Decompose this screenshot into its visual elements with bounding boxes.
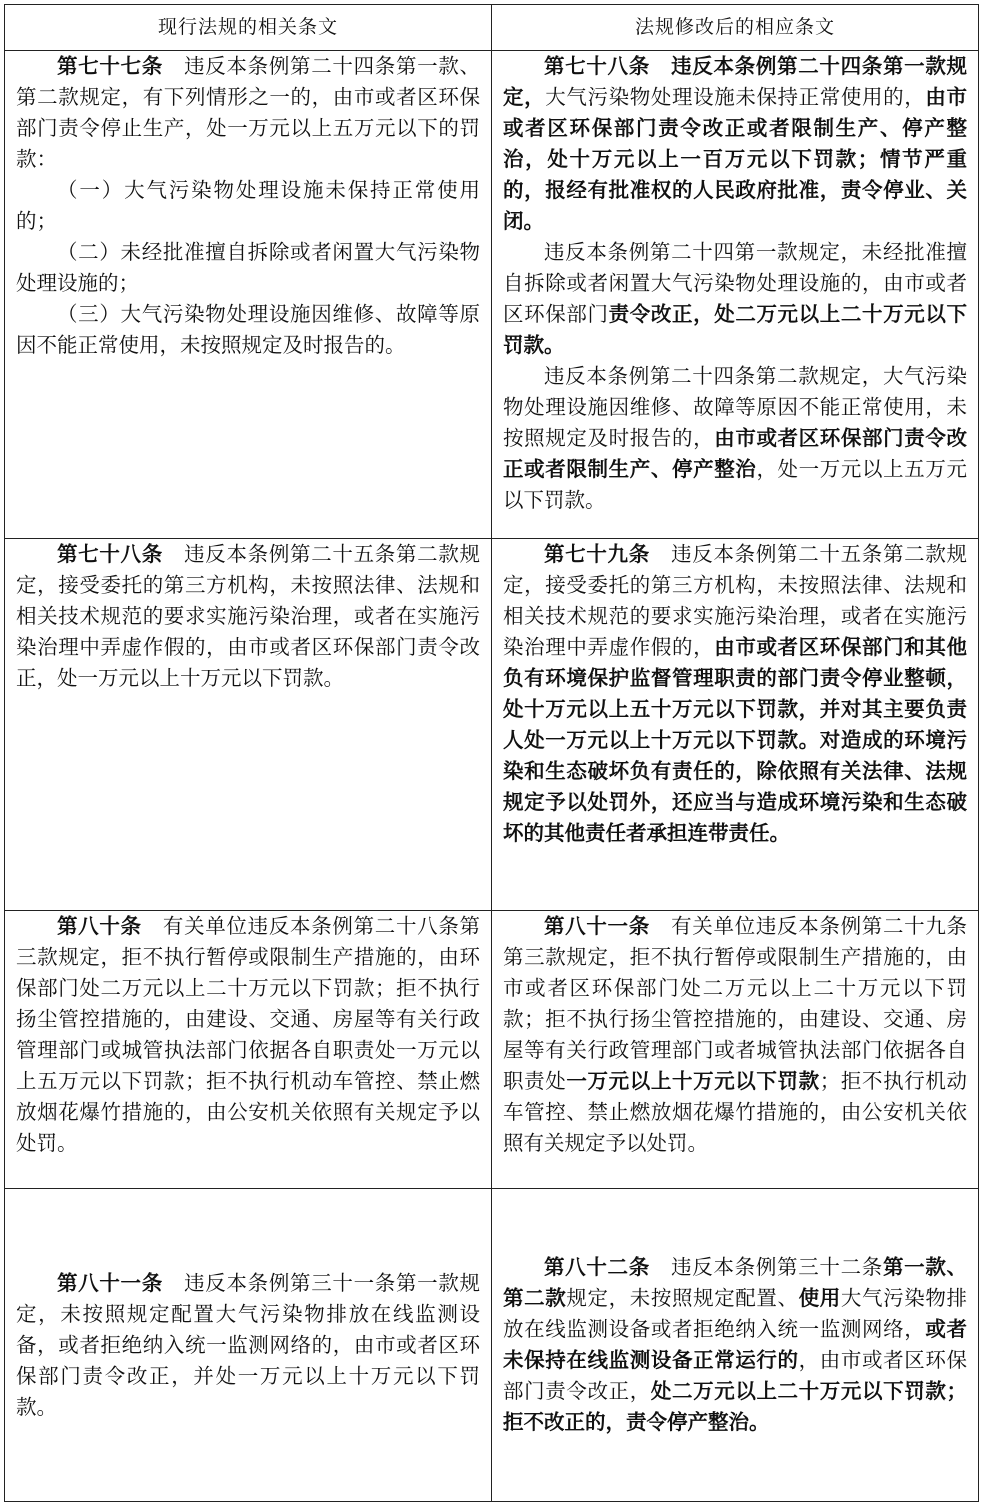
paragraph (503, 911, 967, 1159)
revised-article-79 (492, 539, 979, 911)
paragraph (16, 539, 480, 694)
paragraph (16, 911, 480, 1159)
text-run: 违反本条例第二十五条第二款规定，接受委托的第三方机构，未按照法律、法规和相关技术规范的要求实施污染治理，或者在实施污染治理中弄虚作假的，由市或者区环保部门责令改正，处一万元以上十万元以下罚款。 (16, 542, 480, 690)
text-run: 违反本条例第三十二条 (649, 1255, 883, 1279)
text-run: （三）大气污染物处理设施因维修、故障等原因不能正常使用，未按照规定及时报告的。 (16, 302, 480, 357)
paragraph (16, 299, 480, 361)
bold-text-run: 第一款、第二款 (503, 1255, 968, 1310)
bold-text-run: 第七十九条 (544, 542, 650, 566)
bold-text-run: 处二万元以上二十万元以下罚款；拒不改正的，责令停产整治。 (503, 1379, 968, 1434)
text-run: （一）大气污染物处理设施未保持正常使用的； (16, 178, 480, 233)
revised-article-78 (492, 51, 979, 539)
current-article-78 (5, 539, 492, 911)
header-revised-provisions: 法规修改后的相应条文 (492, 5, 979, 51)
paragraph (16, 51, 480, 175)
bold-text-run: 由市或者区环保部门责令改正或者限制生产、停产整治，处十万元以上一百万元以下罚款；情节严重的，报经有批准权的人民政府批准，责令停业、关闭。 (503, 85, 968, 233)
bold-text-run: 责令改正，处二万元以上二十万元以下罚款。 (503, 302, 968, 357)
current-article-77 (5, 51, 492, 539)
text-run: 规定，未按照规定配置、 (566, 1286, 799, 1310)
bold-text-run: 第八十一条 (57, 1270, 163, 1295)
text-run: ，由市或者区环保部门责令改正， (503, 1348, 968, 1403)
revised-article-82 (492, 1189, 979, 1502)
bold-text-run: 第七十八条 (57, 542, 163, 566)
bold-text-run: 第七十七条 (57, 54, 163, 78)
text-run: 违反本条例第二十四第一款规定，未经批准擅自拆除或者闲置大气污染物处理设施的，由市或者区环保部门 (503, 240, 967, 326)
current-article-81 (5, 1189, 492, 1502)
bold-text-run: 或者未保持在线监测设备正常运行的 (503, 1317, 968, 1372)
paragraph (503, 539, 967, 849)
text-run: 违反本条例第二十四条第一款、第二款规定，有下列情形之一的，由市或者区环保部门责令停止生产，处一万元以上五万元以下的罚款： (16, 54, 480, 171)
text-run: 有关单位违反本条例第二十九条第三款规定，拒不执行暂停或限制生产措施的，由市或者区环保部门处二万元以上二十万元以下罚款；拒不执行扬尘管控措施的，由建设、交通、房屋等有关行政管理部门或者城管执法部门依据各自职责处 (503, 914, 967, 1093)
bold-text-run: 第八十二条 (544, 1255, 650, 1279)
text-run: 违反本条例第三十一条第一款规定，未按照规定配置大气污染物排放在线监测设备，或者拒绝纳入统一监测网络的，由市或者区环保部门责令改正，并处一万元以上十万元以下罚款。 (16, 1270, 480, 1419)
text-run: （二）未经批准擅自拆除或者闲置大气污染物处理设施的； (16, 240, 480, 295)
text-run: ；拒不执行机动车管控、禁止燃放烟花爆竹措施的，由公安机关依照有关规定予以处罚。 (503, 1069, 968, 1155)
paragraph (503, 51, 967, 237)
text-run: 违反本条例第二十四条第二款规定，大气污染物处理设施因维修、故障等原因不能正常使用，未按照规定及时报告的， (503, 364, 967, 450)
text-run: 大气污染物排放在线监测设备或者拒绝纳入统一监测网络， (503, 1286, 968, 1341)
table-row (5, 539, 979, 911)
text-run: ，处一万元以上五万元以下罚款。 (503, 457, 968, 512)
text-run: 大气污染物处理设施未保持正常使用的， (545, 85, 926, 109)
revised-article-81 (492, 911, 979, 1189)
paragraph (16, 237, 480, 299)
table-row (5, 1189, 979, 1502)
bold-text-run: 第八十条 (57, 914, 142, 938)
header-current-provisions: 现行法规的相关条文 (5, 5, 492, 51)
paragraph (503, 1252, 967, 1438)
text-run: 违反本条例第二十五条第二款规定，接受委托的第三方机构，未按照法律、法规和相关技术规范的要求实施污染治理，或者在实施污染治理中弄虚作假的， (503, 542, 967, 659)
paragraph (503, 237, 967, 361)
table-row (5, 911, 979, 1189)
table-row (5, 51, 979, 539)
text-run (650, 54, 671, 78)
comparison-table (4, 4, 979, 1502)
bold-text-run: 第七十八条 (544, 54, 650, 78)
current-article-80 (5, 911, 492, 1189)
bold-text-run: 违反本条例第二十四条第一款规定， (503, 54, 968, 109)
table-header-row (5, 5, 979, 51)
bold-text-run: 由市或者区环保部门和其他负有环境保护监督管理职责的部门责令停业整顿，处十万元以上五十万元以下罚款，并对其主要负责人处一万元以上十万元以下罚款。对造成的环境污染和生态破坏负有责任的，除依照有关法律、法规规定予以处罚外，还应当与造成环境污染和生态破坏的其他责任者承担连带责任。 (503, 635, 968, 845)
bold-text-run: 由市或者区环保部门责令改正或者限制生产、停产整治 (503, 426, 968, 481)
paragraph (16, 175, 480, 237)
text-run: 有关单位违反本条例第二十八条第三款规定，拒不执行暂停或限制生产措施的，由环保部门处二万元以上二十万元以下罚款；拒不执行扬尘管控措施的，由建设、交通、房屋等有关行政管理部门或城管执法部门依据各自职责处一万元以上五万元以下罚款；拒不执行机动车管控、禁止燃放烟花爆竹措施的，由公安机关依照有关规定予以处罚。 (16, 914, 481, 1155)
bold-text-run: 一万元以上十万元以下罚款 (566, 1069, 820, 1093)
paragraph (503, 361, 967, 516)
bold-text-run: 第八十一条 (544, 914, 650, 938)
bold-text-run: 使用 (798, 1286, 841, 1310)
paragraph (16, 1268, 480, 1423)
